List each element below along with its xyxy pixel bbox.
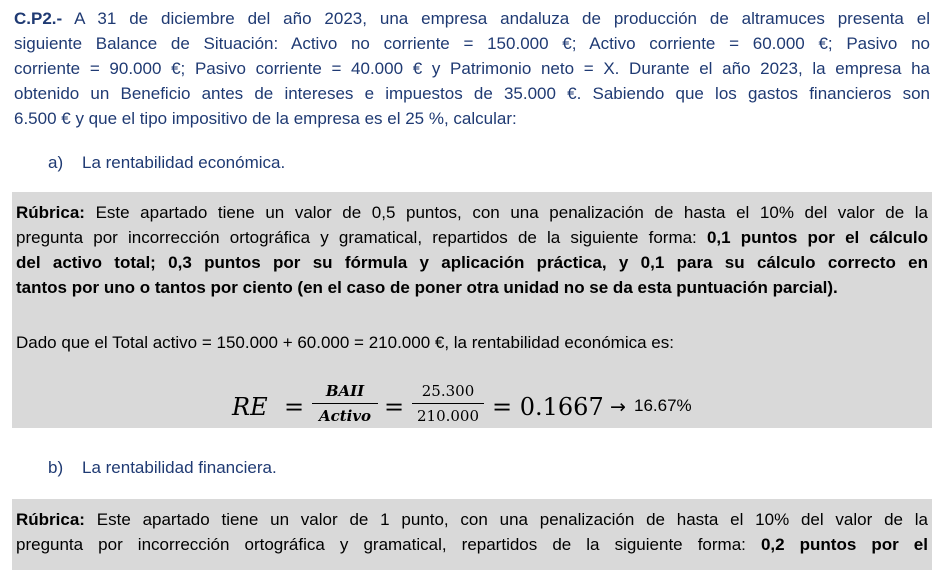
rubric-a-line-4: tantos por uno o tantos por ciento (en el caso de poner otra unidad no se da esta puntuación parcial). [16,278,838,297]
formula-percent: 16.67% [634,396,692,415]
rubric-a-line-2-bold: 0,1 puntos por el cálculo [706,228,928,247]
formula-eq-1: = [284,393,305,421]
fraction-baii-activo [312,381,378,426]
formula-lhs: RE [232,393,268,421]
rubric-b-line-1: Este apartado tiene un valor de 1 punto, con una penalización de hasta el 10% del valor de la [96,510,928,529]
fraction-den-activo: Activo [318,407,372,425]
rubric-a-line-3: del activo total; 0,3 puntos por su fórmula y aplicación práctica, y 0,1 para su cálculo correcto en [16,253,928,272]
part-a-text: La rentabilidad económica. [82,153,286,172]
problem-line-2: siguiente Balance de Situación: Activo no corriente = 150.000 €; Activo corriente = 60.000 €; Pasivo no [14,34,930,53]
part-b-label: b) [48,458,64,477]
problem-line-4: obtenido un Beneficio antes de intereses e impuestos de 35.000 €. Sabiendo que los gastos financieros son [14,84,930,103]
part-b-text: La rentabilidad financiera. [82,458,277,477]
part-a [48,150,285,175]
formula-result: = 0.1667 [492,393,604,421]
problem-statement [14,6,930,131]
fraction-values [412,381,484,426]
problem-line-3: corriente = 90.000 €; Pasivo corriente = 40.000 € y Patrimonio neto = X. Durante el año 2023, la empresa ha [14,59,930,78]
rubric-a-line-2: pregunta por incorrección ortográfica y gramatical, repartidos de la siguiente forma: [16,228,697,247]
formula-eq-2: = [384,393,405,421]
rubric-b-box [12,499,932,570]
rubric-b-title: Rúbrica: [16,510,85,529]
rubric-a-title: Rúbrica: [16,203,85,222]
problem-id: C.P2.- [14,9,63,28]
fraction-num-value: 25.300 [421,382,475,400]
part-a-label: a) [48,153,64,172]
rubric-b-line-2: pregunta por incorrección ortográfica y gramatical, repartidos de la siguiente forma: [16,535,746,554]
arrow-icon: → [610,396,626,418]
part-b [48,455,277,480]
problem-line-5: 6.500 € y que el tipo impositivo de la empresa es el 25 %, calcular: [14,109,517,128]
fraction-num-baii: BAII [325,382,365,400]
problem-line-1: A 31 de diciembre del año 2023, una empresa andaluza de producción de altramuces presenta el [74,9,930,28]
fraction-den-value: 210.000 [416,407,480,425]
rubric-a-solution: Dado que el Total activo = 150.000 + 60.000 = 210.000 €, la rentabilidad económica es: [16,333,674,352]
rubric-a-line-1: Este apartado tiene un valor de 0,5 puntos, con una penalización de hasta el 10% del valor de la [95,203,928,222]
rubric-b-line-2-bold: 0,2 puntos por el [760,535,928,554]
